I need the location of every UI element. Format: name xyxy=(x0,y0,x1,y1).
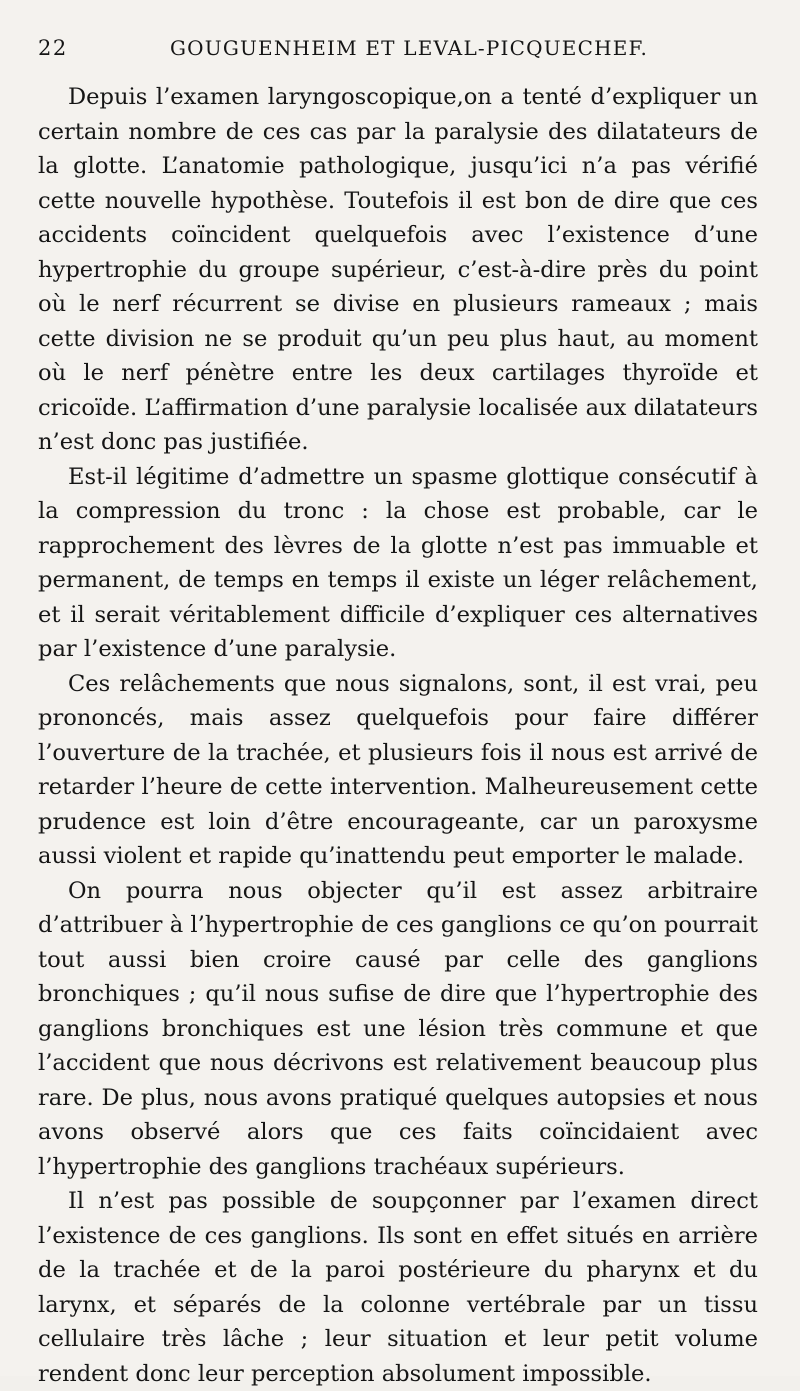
body-text xyxy=(38,80,758,1391)
paragraph: Depuis l’examen laryngoscopique,on a tenté d’expliquer un certain nombre de ces cas par la paralysie des dilatateurs de la glotte. L’anatomie pathologique, jusqu’ici n’a pas vérifié cette nouvelle hypothèse. Toutefois il est bon de dire que ces accidents coïncident quelquefois avec l’existence d’une hypertrophie du groupe supérieur, c’est-à-dire près du point où le nerf récurrent se divise en plusieurs rameaux ; mais cette division ne se produit qu’un peu plus haut, au moment où le nerf pénètre entre les deux cartilages thyroïde et cricoïde. L’affirmation d’une paralysie localisée aux dilatateurs n’est donc pas justifiée. xyxy=(38,84,758,455)
page-number: 22 xyxy=(38,36,68,60)
paragraph: Il n’est pas possible de soupçonner par l’examen direct l’existence de ces ganglions. Ils sont en effet situés en arrière de la trachée et de la paroi postérieure du pharynx et du larynx, et séparés de la colonne vertébrale par un tissu cellulaire très lâche ; leur situation et leur petit volume rendent donc leur perception absolument impossible. xyxy=(38,1188,758,1387)
running-head: GOUGUENHEIM ET LEVAL-PICQUECHEF. xyxy=(170,36,649,60)
paragraph: Ces relâchements que nous signalons, sont, il est vrai, peu prononcés, mais assez quelquefois pour faire différer l’ouverture de la trachée, et plusieurs fois il nous est arrivé de retarder l’heure de cette intervention. Malheureusement cette prudence est loin d’être encourageante, car un paroxysme aussi violent et rapide qu’inattendu peut emporter le malade. xyxy=(38,670,758,869)
paragraph: On pourra nous objecter qu’il est assez arbitraire d’attribuer à l’hypertrophie de ces ganglions ce qu’on pourrait tout aussi bien croire causé par celle des ganglions bronchiques ; qu’il nous sufise de dire que l’hypertrophie des ganglions bronchiques est une lésion très commune et que l’accident que nous décrivons est relativement beaucoup plus rare. De plus, nous avons pratiqué quelques autopsies et nous avons observé alors que ces faits coïncidaient avec l’hypertrophie des ganglions trachéaux supérieurs. xyxy=(38,877,758,1180)
paragraph: Est-il légitime d’admettre un spasme glottique consécutif à la compression du tronc : la chose est probable, car le rapprochement des lèvres de la glotte n’est pas immuable et permanent, de temps en temps il existe un léger relâchement, et il serait véritablement difficile d’expliquer ces alternatives par l’existence d’une paralysie. xyxy=(38,463,758,662)
page-header xyxy=(38,36,758,66)
